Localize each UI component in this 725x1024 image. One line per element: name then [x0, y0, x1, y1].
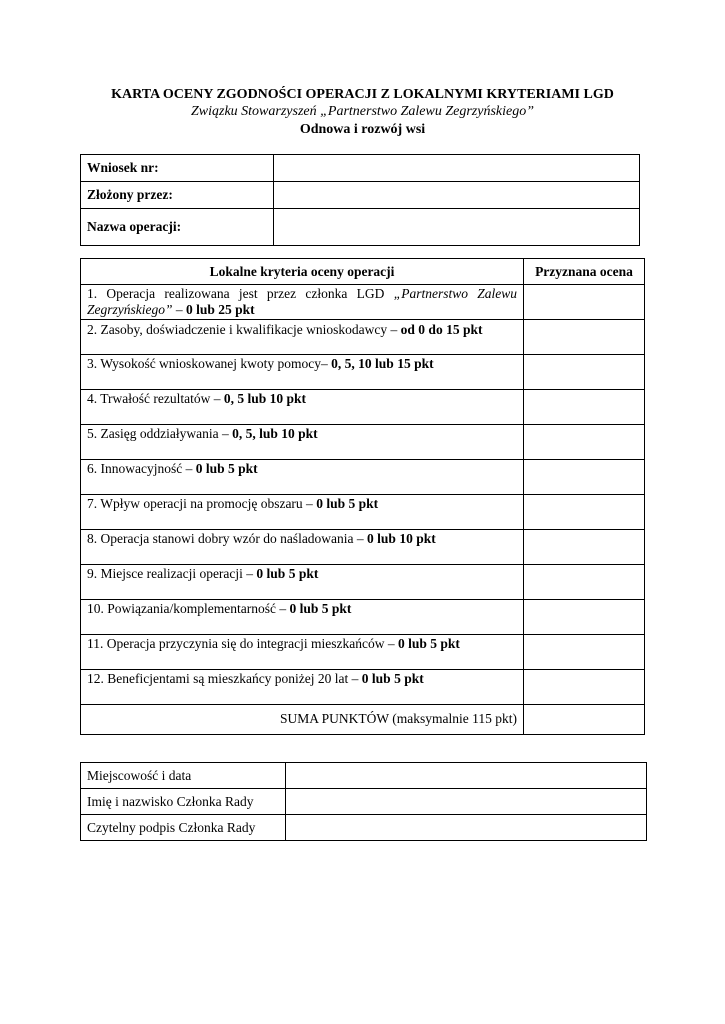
signature-row-place-date	[81, 763, 647, 789]
criteria-column-header: Lokalne kryteria oceny operacji	[81, 259, 524, 285]
criteria-row	[81, 390, 645, 425]
score-field[interactable]	[524, 460, 645, 495]
score-field[interactable]	[524, 390, 645, 425]
signature-row-member-signature	[81, 815, 647, 841]
score-field[interactable]	[524, 565, 645, 600]
criteria-table	[80, 258, 645, 735]
operation-name-field[interactable]	[274, 209, 640, 246]
score-field[interactable]	[524, 530, 645, 565]
application-number-field[interactable]	[274, 155, 640, 182]
signature-label: Imię i nazwisko Członka Rady	[81, 789, 286, 815]
signature-row-member-name	[81, 789, 647, 815]
signature-table	[80, 762, 647, 841]
score-field[interactable]	[524, 495, 645, 530]
score-field[interactable]	[524, 355, 645, 390]
section-title: Odnowa i rozwój wsi	[299, 122, 426, 137]
member-signature-field[interactable]	[286, 815, 647, 841]
sum-score-field[interactable]	[524, 705, 645, 735]
info-label: Nazwa operacji:	[81, 209, 274, 246]
info-row-application-number	[81, 155, 640, 182]
sum-label: SUMA PUNKTÓW (maksymalnie 115 pkt)	[81, 705, 524, 735]
criteria-row	[81, 320, 645, 355]
info-row-submitted-by	[81, 182, 640, 209]
place-date-field[interactable]	[286, 763, 647, 789]
score-field[interactable]	[524, 320, 645, 355]
criterion-text: 10. Powiązania/komplementarność – 0 lub 5 pkt	[81, 600, 524, 635]
signature-label: Miejscowość i data	[81, 763, 286, 789]
criteria-header-row	[81, 259, 645, 285]
score-column-header: Przyznana ocena	[524, 259, 645, 285]
criteria-row	[81, 355, 645, 390]
member-name-field[interactable]	[286, 789, 647, 815]
document-subtitle: Związku Stowarzyszeń „Partnerstwo Zalewu Zegrzyńskiego”	[190, 104, 535, 119]
criteria-row	[81, 495, 645, 530]
submitted-by-field[interactable]	[274, 182, 640, 209]
criterion-text: 3. Wysokość wnioskowanej kwoty pomocy– 0, 5, 10 lub 15 pkt	[81, 355, 524, 390]
criterion-text: 11. Operacja przyczynia się do integracji mieszkańców – 0 lub 5 pkt	[81, 635, 524, 670]
criterion-text: 9. Miejsce realizacji operacji – 0 lub 5 pkt	[81, 565, 524, 600]
criteria-row	[81, 285, 645, 320]
criteria-row	[81, 635, 645, 670]
criterion-text: 12. Beneficjentami są mieszkańcy poniżej 20 lat – 0 lub 5 pkt	[81, 670, 524, 705]
criterion-text: 1. Operacja realizowana jest przez członka LGD „Partnerstwo Zalewu Zegrzyńskiego” – 0 lub 25 pkt	[81, 285, 524, 320]
score-field[interactable]	[524, 635, 645, 670]
criteria-row	[81, 670, 645, 705]
score-field[interactable]	[524, 670, 645, 705]
score-field[interactable]	[524, 425, 645, 460]
score-field[interactable]	[524, 600, 645, 635]
info-label: Wniosek nr:	[81, 155, 274, 182]
criterion-text: 8. Operacja stanowi dobry wzór do naśladowania – 0 lub 10 pkt	[81, 530, 524, 565]
document-title: KARTA OCENY ZGODNOŚCI OPERACJI Z LOKALNYMI KRYTERIAMI LGD	[111, 87, 614, 102]
criteria-row	[81, 530, 645, 565]
criterion-text: 5. Zasięg oddziaływania – 0, 5, lub 10 pkt	[81, 425, 524, 460]
score-field[interactable]	[524, 285, 645, 320]
criterion-text: 2. Zasoby, doświadczenie i kwalifikacje wnioskodawcy – od 0 do 15 pkt	[81, 320, 524, 355]
criteria-row	[81, 565, 645, 600]
criteria-row	[81, 600, 645, 635]
sum-row	[81, 705, 645, 735]
criterion-text: 4. Trwałość rezultatów – 0, 5 lub 10 pkt	[81, 390, 524, 425]
info-label: Złożony przez:	[81, 182, 274, 209]
criterion-text: 6. Innowacyjność – 0 lub 5 pkt	[81, 460, 524, 495]
criterion-text: 7. Wpływ operacji na promocję obszaru – 0 lub 5 pkt	[81, 495, 524, 530]
application-info-table	[80, 154, 640, 246]
info-row-operation-name	[81, 209, 640, 246]
signature-label: Czytelny podpis Członka Rady	[81, 815, 286, 841]
criteria-row	[81, 460, 645, 495]
criteria-row	[81, 425, 645, 460]
